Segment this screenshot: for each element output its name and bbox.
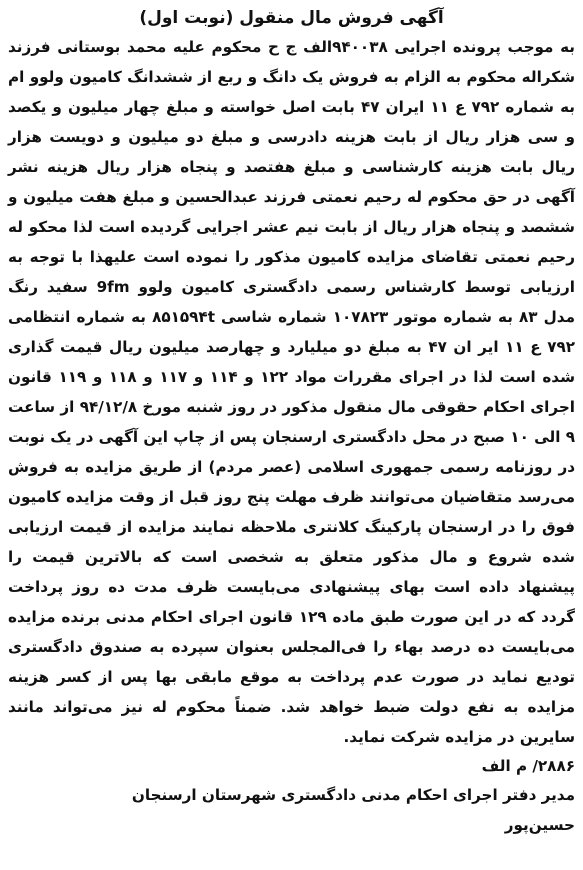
notice-title: آگهی فروش مال منقول (نوبت اول) [139, 8, 444, 28]
notice-reference-number: ۲۸۸۶/ م الف [481, 757, 575, 775]
signature-title: مدیر دفتر اجرای احکام مدنی دادگستری شهرستان ارسنجان [131, 786, 575, 804]
notice-body: به موجب پرونده اجرایی ۹۴۰۰۳۸الف ج ح محکوم علیه محمد بوستانی فرزند شکراله محکوم به الزام به فروش یک دانگ و ربع از ششدانگ کامیون ولوو ام به شماره ۷۹۲ ع ۱۱ ایران ۴۷ بابت اصل خواسته و مبلغ چهار میلیون و یکصد و سی هزار ریال از بابت هزینه دادرسی و مبلغ دو میلیون و دویست هزار ریال بابت هزینه کارشناسی و مبلغ هفتصد و پنجاه هزار ریال هزینه نشر آگهی در حق محکوم له رحیم نعمتی فرزند عبدالحسین و مبلغ هفت میلیون و ششصد و پنجاه هزار ریال از بابت نیم عشر اجرایی گردیده است لذا محکو له رحیم نعمتی تقاضای مزایده کامیون مذکور را نموده است علیهذا با توجه به ارزیابی توسط کارشناس رسمی دادگستری کامیون ولوو 9fm سفید رنگ مدل ۸۳ به شماره موتور ۱۰۷۸۲۳ شماره شاسی ۸۵۱۵۹۴t به شماره انتظامی ۷۹۲ ع ۱۱ ایر ان ۴۷ به مبلغ دو میلیارد و چهارصد میلیون ریال قیمت گذاری شده است لذا در اجرای مقررات مواد ۱۲۲ و ۱۱۴ و ۱۱۷ و ۱۱۸ و ۱۱۹ قانون اجرای احکام حقوقی مال منقول مذکور در روز شنبه مورخ ۹۴/۱۲/۸ از ساعت ۹ الی ۱۰ صبح در محل دادگستری ارسنجان پس از چاپ این آگهی در یک نوبت در روزنامه رسمی جمهوری اسلامی (عصر مردم) از طریق مزایده به فروش می‌رسد متقاضیان می‌توانند ظرف مهلت پنج روز قبل از وقت مزایده کامیون فوق را در ارسنجان پارکینگ کلانتری ملاحظه نمایند مزایده از قیمت ارزیابی شده شروع و مال مذکور متعلق به شخصی است که بالاترین قیمت را پیشنهاد داده است بهای پیشنهادی می‌بایست ظرف مدت ده روز پرداخت گردد که در این صورت طبق ماده ۱۲۹ قانون اجرای احکام مدنی برنده مزایده می‌بایست ده درصد بهاء را فی‌المجلس بعنوان سپرده به صندوق دادگستری تودیع نماید در صورت عدم پرداخت به موقع مابقی بها پس از کسر هزینه مزایده به نفع دولت ضبط خواهد شد. ضمناً محکوم له نیز می‌تواند مانند سایرین در مزایده شرکت نماید. [8, 38, 576, 746]
signature-name: حسین‌پور [504, 816, 575, 834]
